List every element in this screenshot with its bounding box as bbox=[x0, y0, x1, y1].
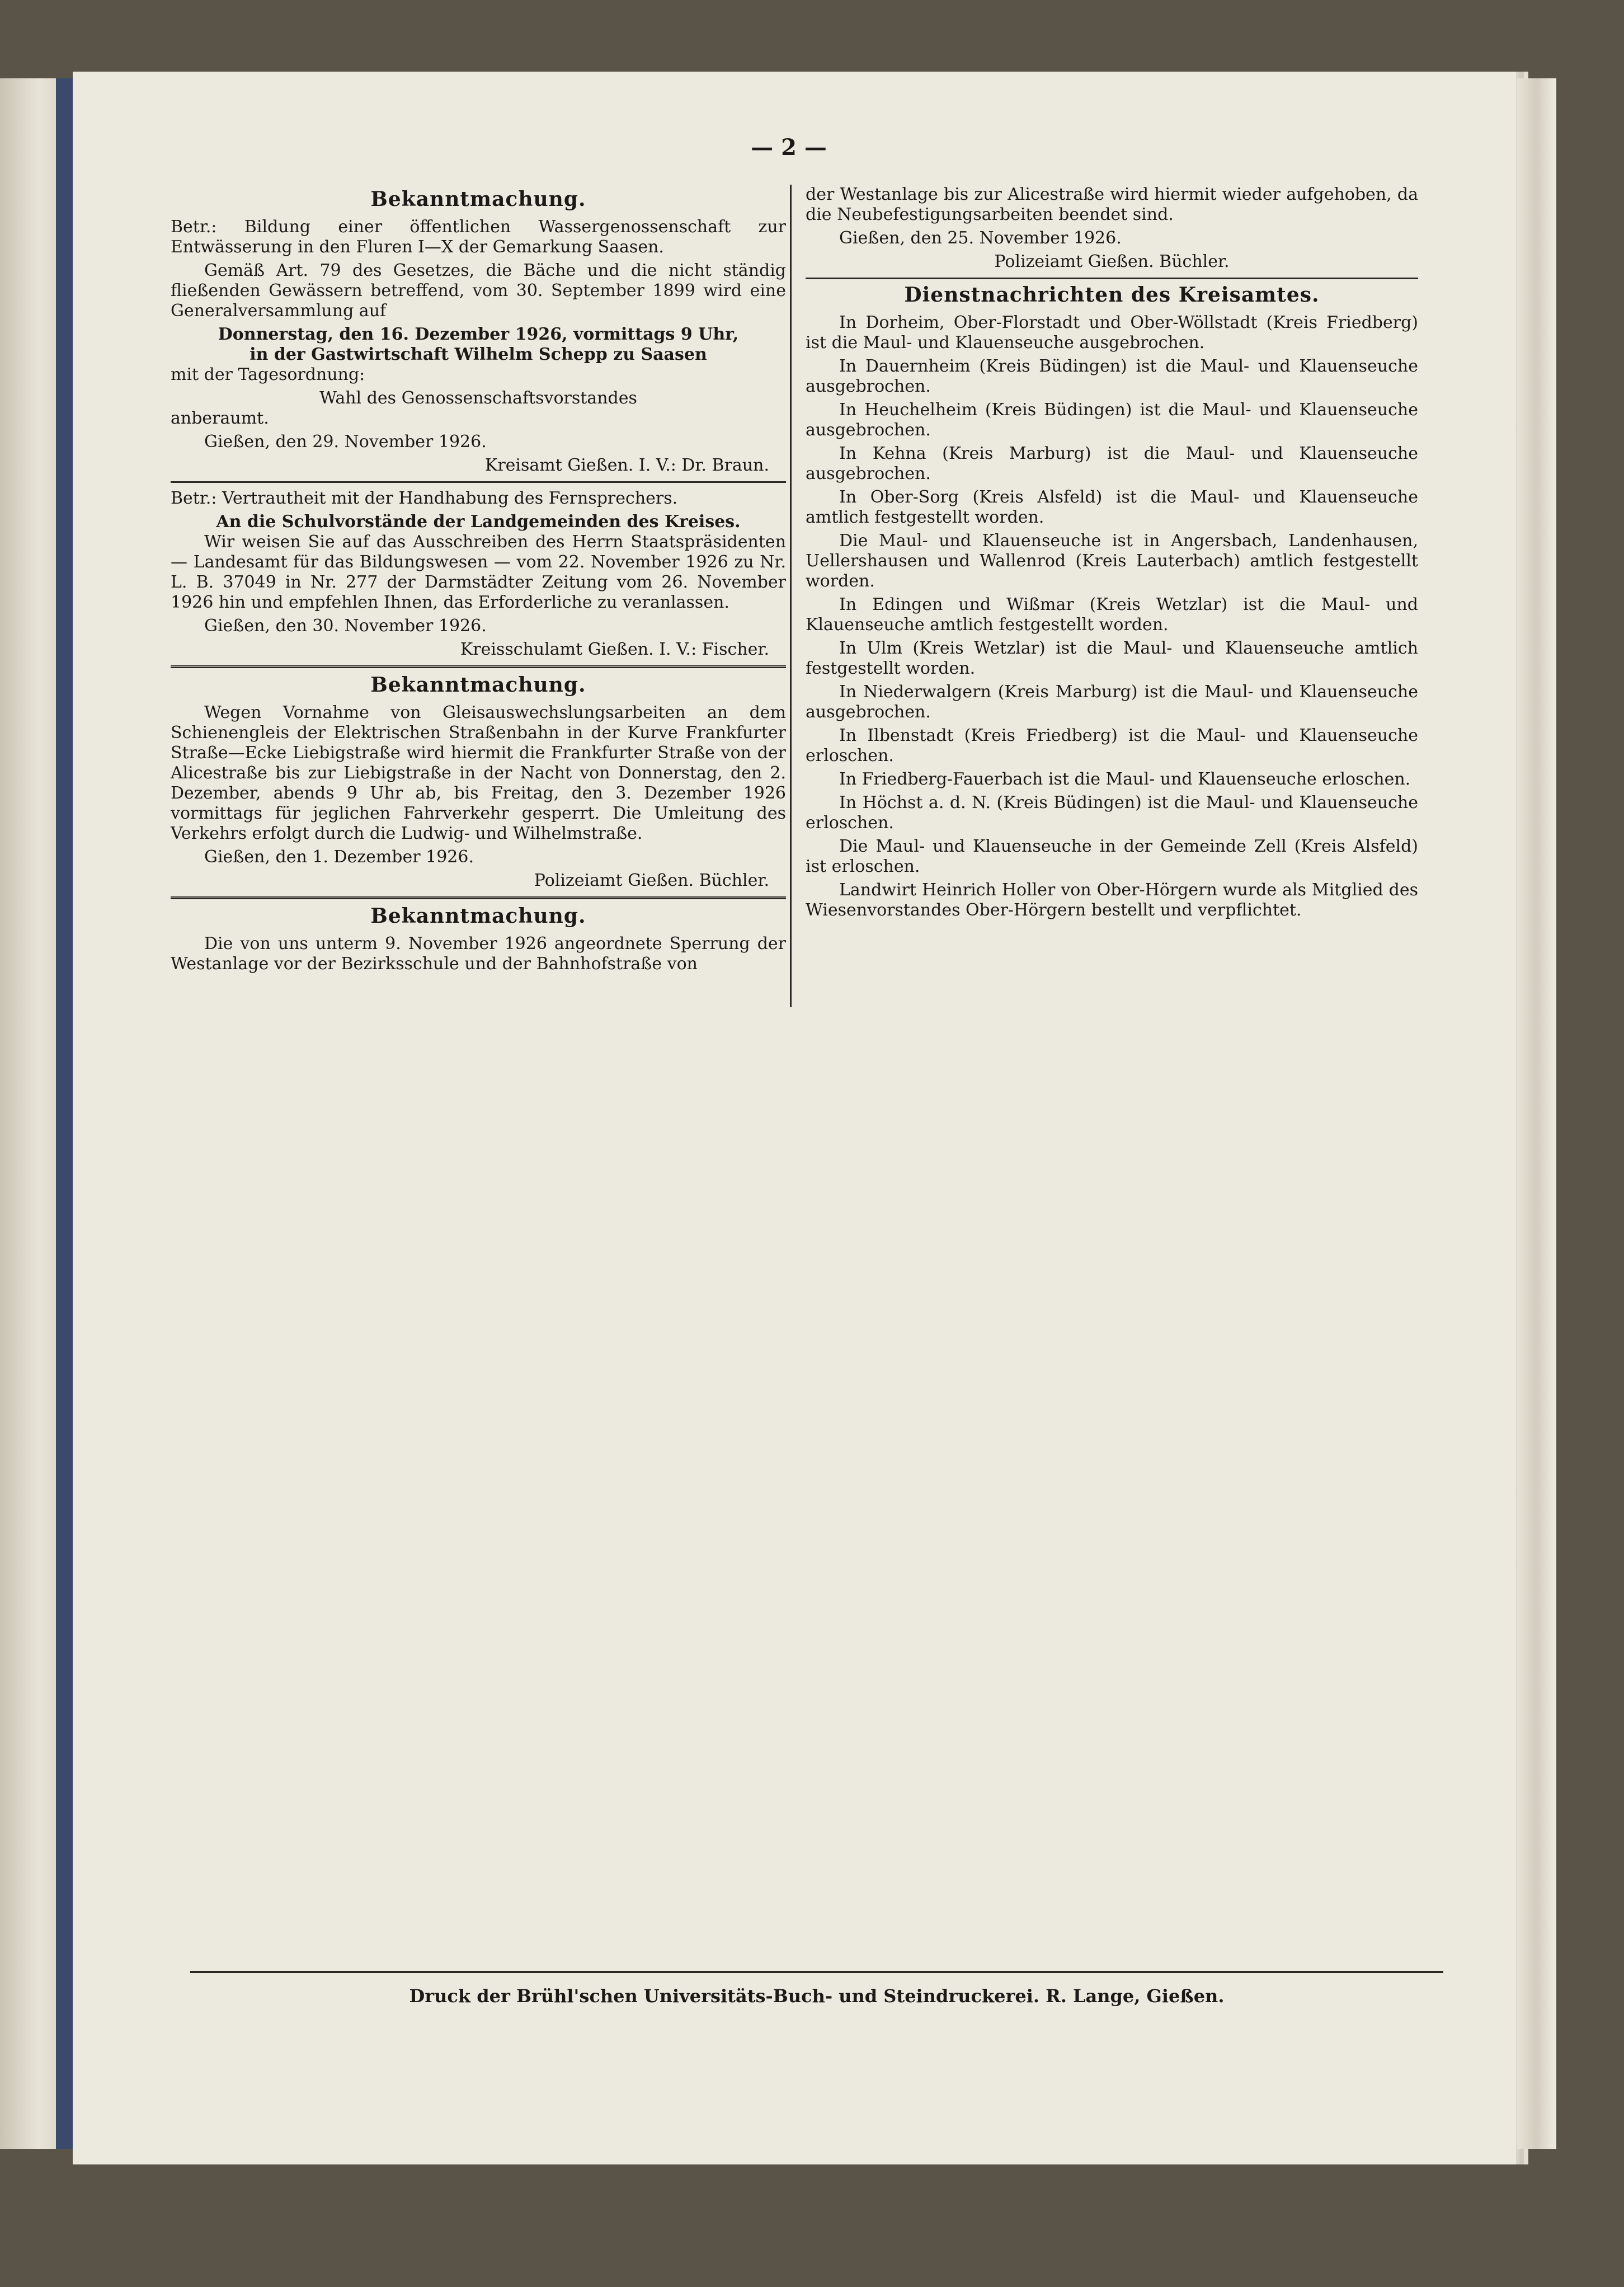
service-item: In Ilbenstadt (Kreis Friedberg) ist die Maul- und Klauenseuche erloschen. bbox=[806, 726, 1418, 766]
agenda-intro: mit der Tagesordnung: bbox=[171, 365, 365, 384]
notice-body: Wegen Vornahme von Gleisauswechslungsarbeiten an dem Schienengleis der Elektrischen Straßenbahn in der Kurve Frankfurter Straße—Ecke Liebigstraße wird hiermit die Frankfurter Straße von der Alicestraße bis zur Liebigstraße in der Nacht von Donnerstag, den 2. Dezember, abends 9 Uhr ab, bis Freitag, den 3. Dezember 1926 vormittags für jeglichen Fahrverkehr gesperrt. Die Umleitung des Verkehrs erfolgt durch die Ludwig- und Wilhelmstraße. bbox=[171, 703, 786, 843]
book-spine bbox=[56, 78, 73, 2149]
service-item: In Heuchelheim (Kreis Büdingen) ist die Maul- und Klauenseuche ausgebrochen. bbox=[806, 400, 1418, 440]
service-item: In Friedberg-Fauerbach ist die Maul- und Klauenseuche erloschen. bbox=[839, 769, 1411, 789]
notice-heading: Bekanntmachung. bbox=[370, 904, 586, 928]
place-date: Gießen, den 29. November 1926. bbox=[204, 432, 487, 452]
left-column bbox=[171, 185, 786, 978]
signature: Polizeiamt Gießen. Büchler. bbox=[994, 252, 1230, 271]
service-item: Landwirt Heinrich Holler von Ober-Hörgern wurde als Mitglied des Wiesenvorstandes Ober-Hörgern bestellt und verpflichtet. bbox=[806, 880, 1418, 920]
service-item: Die Maul- und Klauenseuche in der Gemeinde Zell (Kreis Alsfeld) ist erloschen. bbox=[806, 837, 1418, 876]
service-item: In Dorheim, Ober-Florstadt und Ober-Wöllstadt (Kreis Friedberg) ist die Maul- und Klauenseuche ausgebrochen. bbox=[806, 313, 1418, 353]
notice-subject: Betr.: Vertrautheit mit der Handhabung des Fernsprechers. bbox=[171, 489, 678, 508]
section-divider bbox=[806, 278, 1418, 279]
signature: Kreisamt Gießen. I. V.: Dr. Braun. bbox=[484, 455, 769, 475]
service-item: In Ulm (Kreis Wetzlar) ist die Maul- und Klauenseuche amtlich festgestellt worden. bbox=[806, 638, 1418, 678]
agenda-item: Wahl des Genossenschaftsvorstandes bbox=[319, 388, 637, 408]
column-divider bbox=[790, 185, 792, 1007]
meeting-place: in der Gastwirtschaft Wilhelm Schepp zu Saasen bbox=[250, 345, 707, 364]
footer-rule bbox=[190, 1971, 1443, 1973]
meeting-date: Donnerstag, den 16. Dezember 1926, vormittags 9 Uhr, bbox=[218, 325, 739, 344]
service-item: In Niederwalgern (Kreis Marburg) ist die Maul- und Klauenseuche ausgebrochen. bbox=[806, 682, 1418, 722]
notice-body: Wir weisen Sie auf das Ausschreiben des Herrn Staatspräsidenten — Landesamt für das Bildungswesen — vom 22. November 1926 zu Nr. L. B. 37049 in Nr. 277 der Darmstädter Zeitung vom 26. November 1926 hin und empfehlen Ihnen, das Erforderliche zu veranlassen. bbox=[171, 532, 786, 612]
service-item: In Edingen und Wißmar (Kreis Wetzlar) ist die Maul- und Klauenseuche amtlich festgestellt worden. bbox=[806, 595, 1418, 635]
page-number: — 2 — bbox=[751, 134, 827, 161]
service-item: In Kehna (Kreis Marburg) ist die Maul- und Klauenseuche ausgebrochen. bbox=[806, 444, 1418, 483]
service-item: In Dauernheim (Kreis Büdingen) ist die Maul- und Klauenseuche ausgebrochen. bbox=[806, 356, 1418, 396]
section-divider bbox=[171, 481, 786, 483]
printer-imprint: Druck der Brühl'schen Universitäts-Buch- und Steindruckerei. R. Lange, Gießen. bbox=[409, 1985, 1225, 2007]
section-divider bbox=[171, 896, 786, 899]
place-date: Gießen, den 30. November 1926. bbox=[204, 616, 487, 636]
place-date: Gießen, den 1. Dezember 1926. bbox=[204, 847, 474, 867]
service-item: In Höchst a. d. N. (Kreis Büdingen) ist die Maul- und Klauenseuche erloschen. bbox=[806, 793, 1418, 833]
notice-subject: Betr.: Bildung einer öffentlichen Wassergenossenschaft zur Entwässerung in den Fluren I—X der Gemarkung Saasen. bbox=[171, 217, 786, 257]
signature: Kreisschulamt Gießen. I. V.: Fischer. bbox=[460, 640, 769, 659]
right-column bbox=[806, 185, 1418, 924]
service-item: In Ober-Sorg (Kreis Alsfeld) ist die Maul- und Klauenseuche amtlich festgestellt worden. bbox=[806, 487, 1418, 527]
notice-address: An die Schulvorstände der Landgemeinden des Kreises. bbox=[216, 512, 741, 532]
place-date: Gießen, den 25. November 1926. bbox=[839, 228, 1122, 248]
notice-closing: anberaumt. bbox=[171, 408, 269, 428]
section-divider bbox=[171, 665, 786, 668]
service-item: Die Maul- und Klauenseuche ist in Angersbach, Landenhausen, Uellershausen und Wallenrod (Kreis Lauterbach) amtlich festgestellt worden. bbox=[806, 531, 1418, 591]
notice-heading: Bekanntmachung. bbox=[370, 187, 586, 211]
page-stack-edge bbox=[1517, 78, 1556, 2149]
notice-heading: Bekanntmachung. bbox=[370, 673, 586, 697]
section-heading: Dienstnachrichten des Kreisamtes. bbox=[904, 283, 1320, 307]
signature: Polizeiamt Gießen. Büchler. bbox=[534, 871, 769, 890]
notice-body: Gemäß Art. 79 des Gesetzes, die Bäche und die nicht ständig fließenden Gewässern betreffend, vom 30. September 1899 wird eine Generalversammlung auf bbox=[171, 261, 786, 321]
facing-page-edge bbox=[0, 78, 64, 2149]
notice-continuation: der Westanlage bis zur Alicestraße wird hiermit wieder aufgehoben, da die Neubefestigungsarbeiten beendet sind. bbox=[806, 185, 1418, 224]
notice-body: Die von uns unterm 9. November 1926 angeordnete Sperrung der Westanlage vor der Bezirksschule und der Bahnhofstraße von bbox=[171, 934, 786, 974]
